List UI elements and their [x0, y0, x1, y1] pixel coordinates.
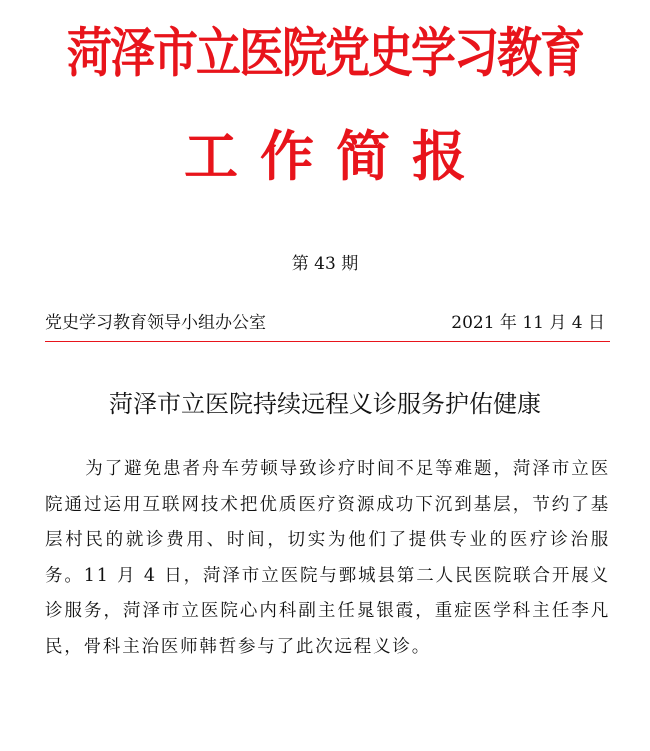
header-divider [45, 341, 610, 342]
issue-date: 2021 年 11 月 4 日 [451, 313, 605, 333]
article-title: 菏泽市立医院持续远程义诊服务护佑健康 [109, 390, 541, 418]
article-body: 为了避免患者舟车劳顿导致诊疗时间不足等难题，菏泽市立医院通过运用互联网技术把优质医疗资源成功下沉到基层，节约了基层村民的就诊费用、时间，切实为他们了提供专业的医疗诊治服务。11 月 4 日，菏泽市立医院与鄄城县第二人民医院联合开展义诊服务，菏泽市立医院心内科副主任晁银霞，重症医学科主任李凡民，骨科主治医师韩哲参与了此次远程义诊。 [45, 459, 610, 657]
issue-number: 第 43 期 [291, 254, 359, 274]
masthead-subtitle: 工作简报 [184, 125, 488, 188]
masthead-title: 菏泽市立医院党史学习教育 [66, 21, 583, 85]
issuing-office: 党史学习教育领导小组办公室 [45, 313, 266, 333]
issuer-row [45, 310, 605, 336]
